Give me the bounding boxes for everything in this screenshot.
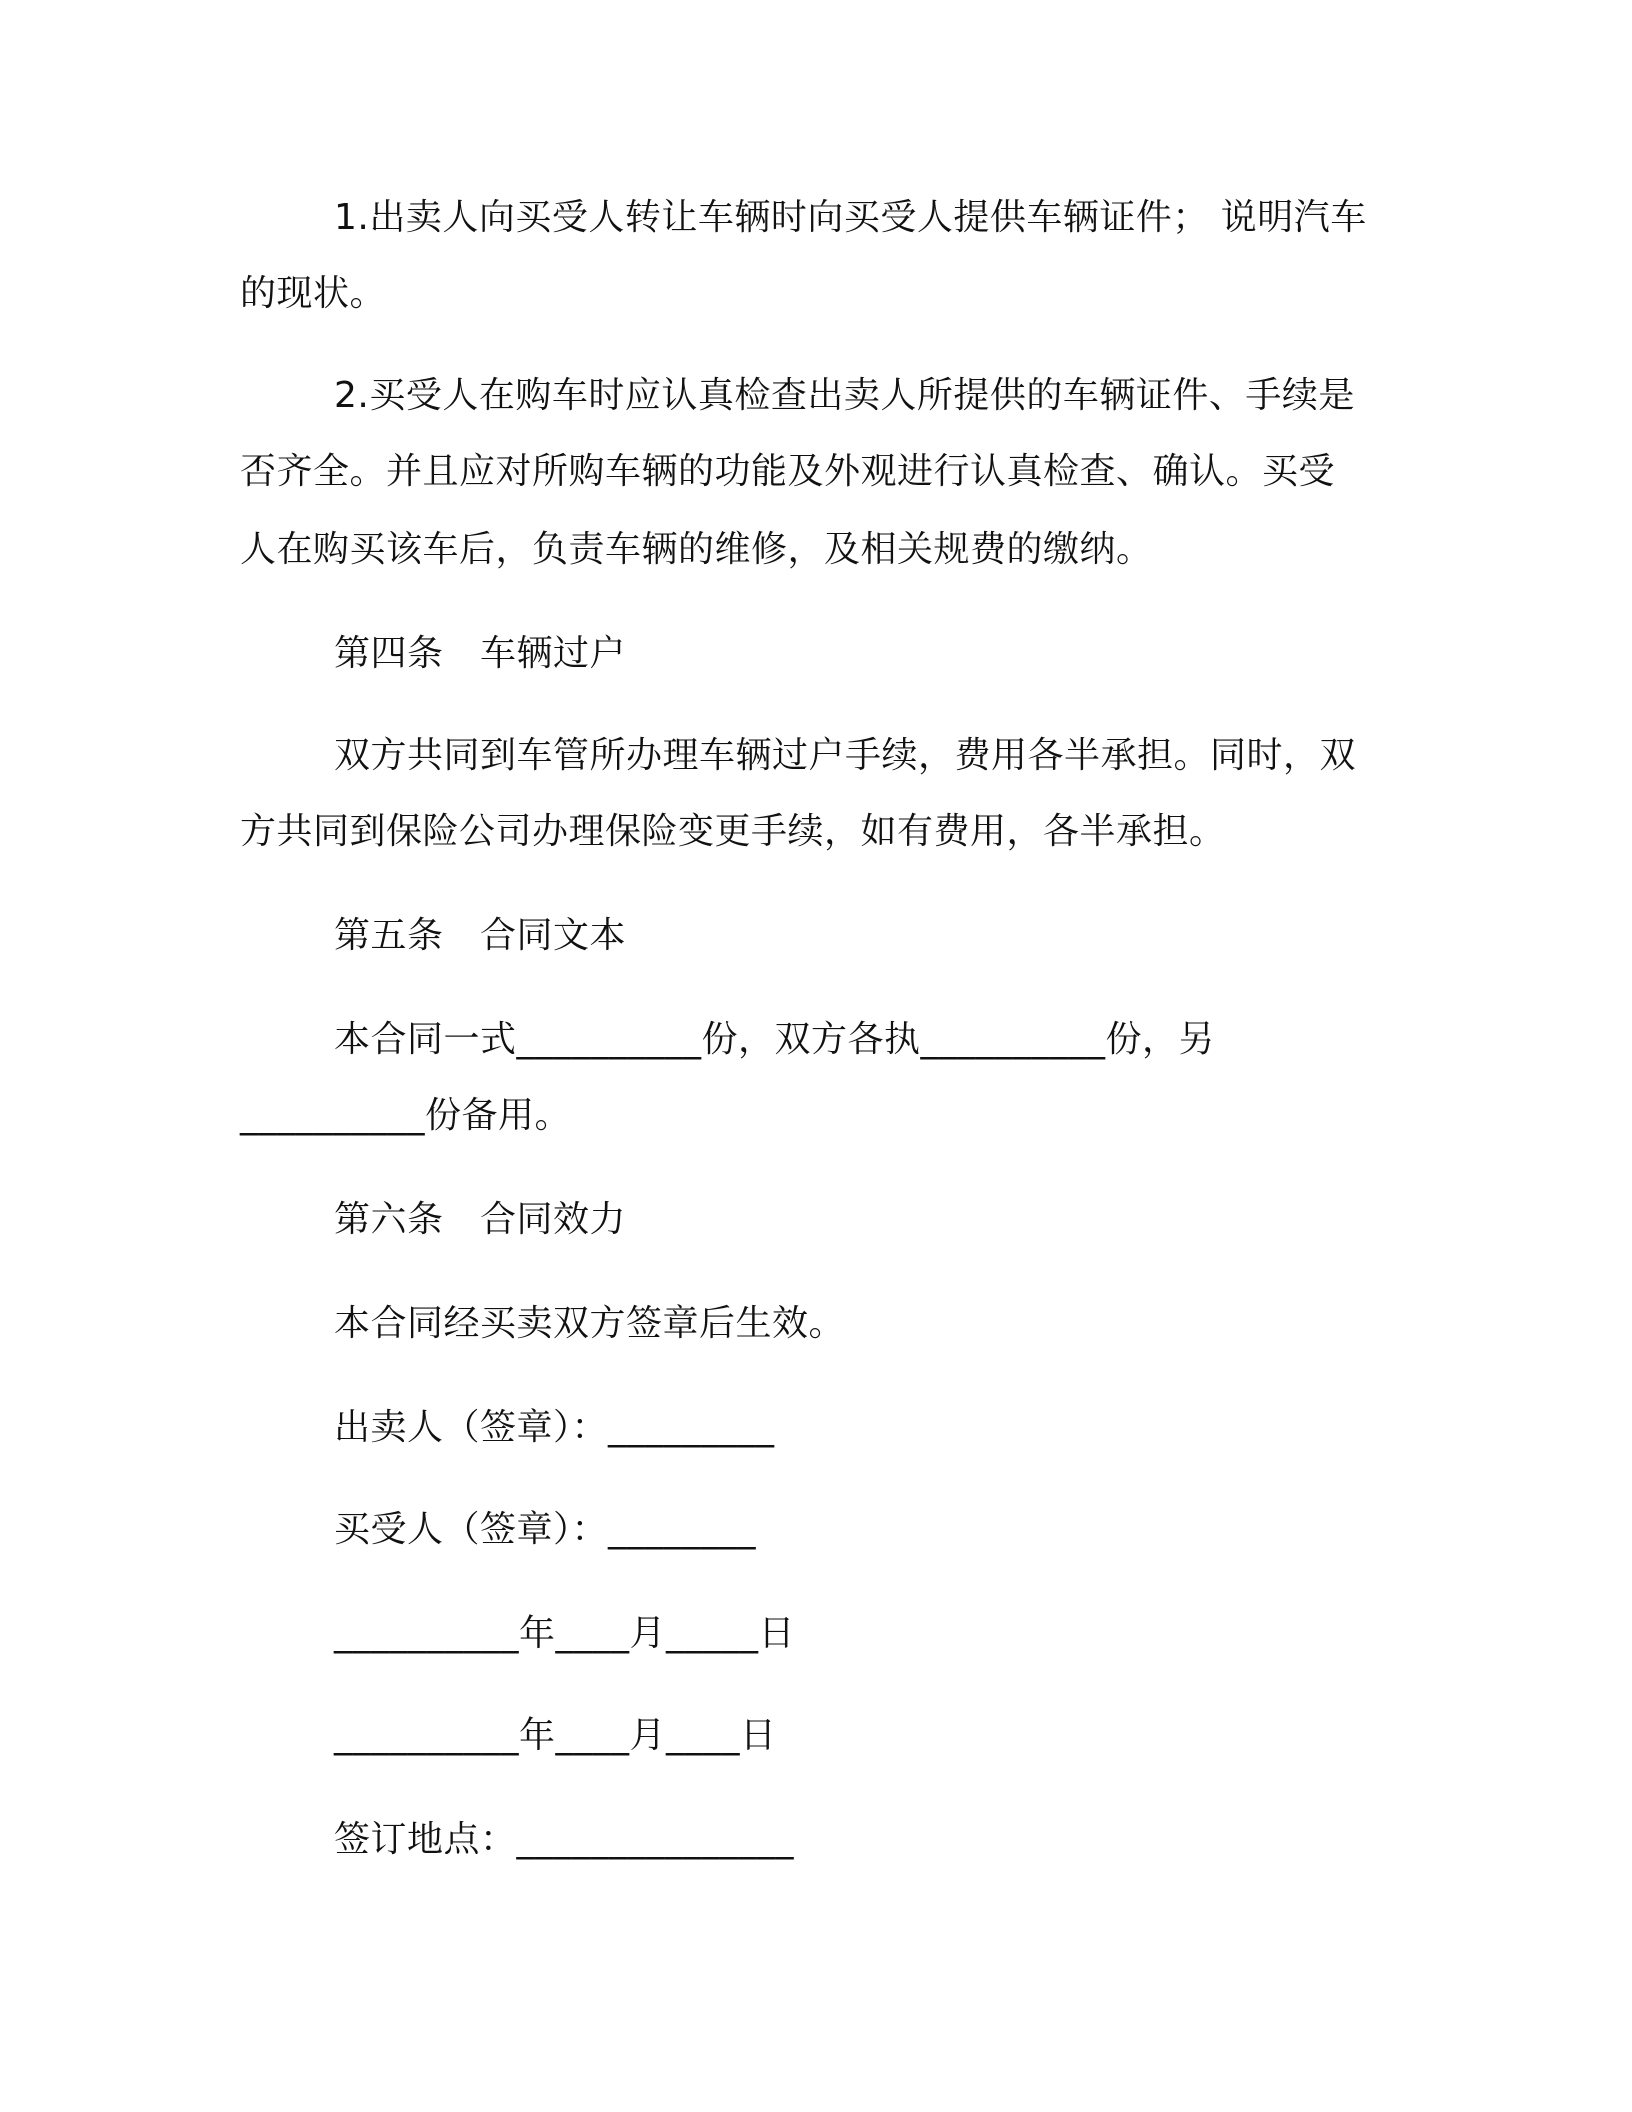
clause-5-body-line-1: 本合同一式__________份，双方各执__________份，另 (334, 1019, 1216, 1060)
seller-date: __________年____月_____日 (334, 1613, 795, 1654)
buyer-date: __________年____月____日 (334, 1715, 777, 1756)
clause-4-body-line-1: 双方共同到车管所办理车辆过户手续，费用各半承担。同时，双 (334, 735, 1357, 776)
clause-3-item-2-line-1: 2.买受人在购车时应认真检查出卖人所提供的车辆证件、手续是 (334, 375, 1355, 416)
seller-signature: 出卖人（签章）：_________ (334, 1407, 775, 1448)
clause-3-item-2-line-3: 人在购买该车后，负责车辆的维修，及相关规费的缴纳。 (240, 529, 1153, 570)
clause-3-item-2-line-2: 否齐全。并且应对所购车辆的功能及外观进行认真检查、确认。买受 (240, 451, 1336, 492)
buyer-signature: 买受人（签章）：________ (334, 1509, 757, 1550)
clause-4-body-line-2: 方共同到保险公司办理保险变更手续，如有费用，各半承担。 (240, 811, 1226, 852)
clause-6-body: 本合同经买卖双方签章后生效。 (334, 1303, 846, 1344)
clause-3-item-1-line-1: 1.出卖人向买受人转让车辆时向买受人提供车辆证件； 说明汽车 (334, 197, 1367, 238)
clause-3-item-1-line-2: 的现状。 (240, 273, 387, 314)
clause-5-heading: 第五条 合同文本 (334, 915, 627, 956)
clause-5-body-line-2: __________份备用。 (240, 1095, 572, 1136)
signing-place: 签订地点：_______________ (334, 1819, 795, 1860)
clause-4-heading: 第四条 车辆过户 (334, 633, 627, 674)
clause-6-heading: 第六条 合同效力 (334, 1199, 627, 1240)
